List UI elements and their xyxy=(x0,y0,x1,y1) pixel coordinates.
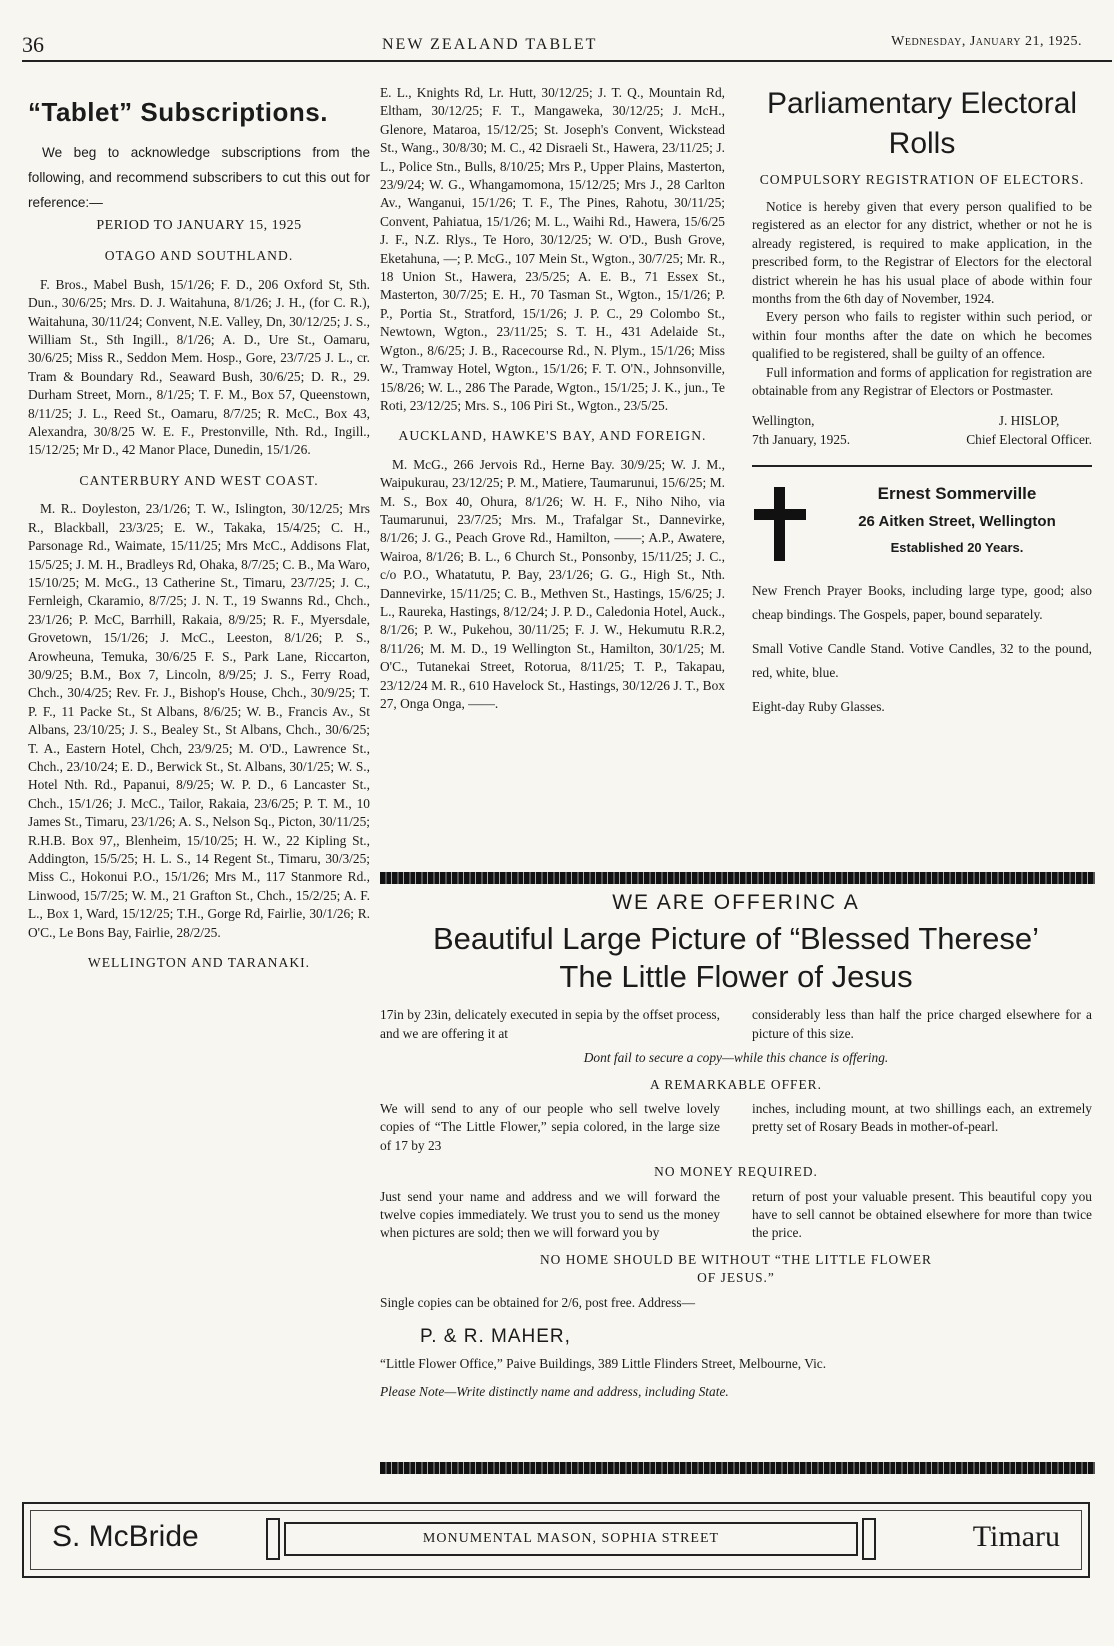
electoral-title: Parliamentary Electoral Rolls xyxy=(766,87,1078,160)
notices-column xyxy=(752,84,1092,729)
section-heading-canterbury: CANTERBURY AND WEST COAST. xyxy=(79,472,319,488)
remarkable-left: We will send to any of our people who sell twelve lovely copies of “The Little Flower,” sepia colored, in the large size of 17 by 23 xyxy=(380,1101,720,1153)
company-address: “Little Flower Office,” Paive Buildings, 389 Little Flinders Street, Melbourne, Vic. xyxy=(380,1355,827,1371)
section-heading-otago: OTAGO AND SOUTHLAND. xyxy=(104,248,294,264)
no-money-right: return of post your valuable present. This beautiful copy you have to sell cannot be obtained elsewhere for more than twice the price. xyxy=(752,1188,1092,1241)
section-heading-wellington: WELLINGTON AND TARANAKI. xyxy=(87,955,311,971)
signature-date: 7th January, 1925. xyxy=(752,431,851,447)
page-header xyxy=(22,30,1112,62)
company-name: P. & R. MAHER, xyxy=(420,1326,571,1348)
sommerville-header xyxy=(752,485,1092,565)
no-home-heading: NO HOME SHOULD BE WITHOUT “THE LITTLE FLOWER OF JESUS.” xyxy=(540,1251,932,1286)
remarkable-right: inches, including mount, at two shillings each, an extremely pretty set of Rosary Beads in mother-of-pearl. xyxy=(752,1101,1092,1135)
ornamental-band-bottom xyxy=(380,1462,1095,1474)
section-heading-auckland: AUCKLAND, HAWKE'S BAY, AND FOREIGN. xyxy=(398,428,707,444)
subscriptions-period: PERIOD TO JANUARY 15, 1925 xyxy=(96,218,302,233)
electoral-paragraph-3: Full information and forms of application for registration are obtainable from any Registrar of Electors or Postmaster. xyxy=(752,364,1092,399)
section-text-otago: F. Bros., Mabel Bush, 15/1/26; F. D., 206 Oxford St, Sth. Dun., 30/6/25; Mrs. D. J. Waitahuna, 8/1/26; J. H., (for C. R.), Waitahuna, 30/11/24; Convent, N.E. Valley, Dn, 30/12/25; J. S., William St., Sth Ingill., 8/1/26; A. D., Ure St., Oamaru, 30/6/25; Miss R., Seddon Mem. Hosp., Gore, 23/7/25 J. L., cr. Tram & Boundary Rd., Seaward Bush, 30/6/25; D. R., 29. Durham Street, Morn., 8/1/25; T. F. M., Box 57, Queenstown, 8/11/25; J. L., Reed St., Oamaru, 8/7/25; R. McC., Box 43, Alexandra, 30/8/25 W. E. F., Prestonville, Nth. Rd., Ingill., 15/12/25; Mr D., 42 Manor Place, Dunedin, 15/1/26. xyxy=(28,276,370,458)
column-divider xyxy=(752,465,1092,467)
subscriptions-intro: We beg to acknowledge subscriptions from the following, and recommend subscribers to cut this out for reference:— xyxy=(28,145,370,210)
offer-desc-left: 17in by 23in, delicately executed in sepia by the offset process, and we are offering it at xyxy=(380,1007,720,1041)
issue-date: Wednesday, January 21, 1925. xyxy=(891,34,1082,49)
no-money-left: Just send your name and address and we will forward the twelve copies immediately. We trust you to send us the money when pictures are sold; then we will forward you by xyxy=(380,1188,720,1241)
sommerville-address: 26 Aitken Street, Wellington xyxy=(858,513,1056,531)
signer-title: Chief Electoral Officer. xyxy=(966,431,1092,447)
offer-italic-line: Dont fail to secure a copy—while this chance is offering. xyxy=(583,1050,889,1066)
sommerville-established: Established 20 Years. xyxy=(890,540,1024,556)
electoral-subtitle: COMPULSORY REGISTRATION OF ELECTORS. xyxy=(759,172,1085,187)
section-text-canterbury: M. R.. Doyleston, 23/1/26; T. W., Islington, 30/12/25; Mrs R., Blackball, 23/3/25; E. W., Takaka, 15/4/25; C. H., Parsonage Rd., Waimate, 15/11/25; Mrs McC., Addisons Flat, 15/5/25; J. M. H., Bradleys Rd, Ohaka, 8/7/25; C. B., Ma Waro, 15/10/25; M. McG., 13 Catherine St., Timaru, 23/7/25; J. C., Fernleigh, Ckaramio, 8/7/25; J. N. T., 19 Swanns Rd., Chch., 23/1/26; P. McC, Barrhill, Rakaia, 8/9/25; R. F., Myersdale, Grovetown, 15/1/26; J. McC., Leeston, 8/1/26; P. S., Arowheuna, Temuka, 30/6/25 F. S., Park Lane, Riccarton, 30/9/25; B.M., Box 7, Lincoln, 8/9/25; J. S., Ferry Road, Chch., 30/4/25; Rev. Fr. J., Bishop's House, Chch., 30/9/25; T. P. F., 11 Packe St., St Albans, 8/6/25; W. B., Francis Av., St Albans, 23/10/25; J. S., Bealey St., St Albans, Chch., 30/6/25; T. A., Eastern Hotel, Chch, 23/9/25; M. O'D., Lawrence St., Chch., 23/10/24; E. D., Berwick St., St. Albans, 30/1/25; W. S., Hotel Nth. Rd., Papanui, 8/9/25; W. P. D., 6 Lancaster St., Chch., 15/1/26; J. McC., Tailor, Rakaia, 23/6/25; P. T. M., 10 James St., Timaru, 23/1/26; A. S., Nelson Sq., Picton, 30/11/25; R.H.B. Box 97,, Blenheim, 15/10/25; H. W., 22 Kipling St., Addington, 15/5/25; H. L. S., 14 Regent St., Timaru, 30/3/25; Miss C., Hokonui P.O., 15/1/26; Mrs M., 117 Stanmore Rd., Linwood, 15/7/25; W. M., 21 Grafton St., Chch., 15/2/25; A. F. L., Box 1, Ward, 15/12/25; T.H., Gorge Rd, Fairlie, 30/1/26; R. O'C., Le Bons Bay, Fairlie, 28/2/25. xyxy=(28,501,370,940)
mcbride-name: S. McBride xyxy=(52,1520,199,1553)
cross-icon xyxy=(774,487,785,561)
mcbride-trade: MONUMENTAL MASON, SOPHIA STREET xyxy=(284,1522,858,1556)
electoral-paragraph-1: Notice is hereby given that every person qualified to be registered as an elector for any district, whether or not he is already registered, is required to make application, in the prescribed form, to the Registrar of Electors for the electoral district wherein he has his usual place of abode within four months from the 6th day of November, 1924. xyxy=(752,199,1092,307)
ornamental-band-top xyxy=(380,872,1095,884)
sommerville-paragraph-1: New French Prayer Books, including large type, good; also cheap bindings. The Gospels, paper, bound separately. xyxy=(752,583,1092,623)
cross-icon-bar xyxy=(754,509,806,520)
subscriptions-title: “Tablet” Subscriptions. xyxy=(28,97,328,127)
sommerville-name: Ernest Sommerville xyxy=(877,484,1037,504)
sommerville-paragraph-2: Small Votive Candle Stand. Votive Candles, 32 to the pound, red, white, blue. xyxy=(752,641,1092,681)
remarkable-text xyxy=(380,1100,1092,1155)
electoral-signature xyxy=(752,412,1092,449)
offer-description xyxy=(380,1006,1092,1043)
no-money-heading: NO MONEY REQUIRED. xyxy=(654,1164,818,1180)
offer-title-line-1: Beautiful Large Picture of “Blessed Therese’ xyxy=(433,921,1039,957)
single-copies-line: Single copies can be obtained for 2/6, post free. Address— xyxy=(380,1294,695,1310)
electoral-paragraph-2: Every person who fails to register within such period, or within four months after the date on which he becomes qualified to be registered, shall be guilty of an offence. xyxy=(752,309,1092,362)
section-text-wellington: E. L., Knights Rd, Lr. Hutt, 30/12/25; J. T. Q., Mountain Rd, Eltham, 30/12/25; F. T., Mangaweka, 30/12/25; J. McH., Glenore, Mataroa, 15/12/25; St. Joseph's Convent, Wickstead St., Wang., 30/8/30; M. C., 42 Disraeli St., Hawera, 23/11/25; J. L., Police Stn., Bulls, 8/10/25; Mrs P., Upper Plains, Masterton, 23/9/24; W. G., Whangamomona, 15/12/25; Mrs J., 28 Carlton Av., Wanganui, 15/1/26; T. F., The Pines, Rahotu, 30/11/25; Convent, Pahiatua, 15/1/26; M. L., Waihi Rd., Hawera, 15/6/25 J. F., N.Z. Rlys., Te Horo, 30/12/25; W. O'D., Bush Grove, Eketahuna, —; P. McG., 107 Mein St., Wgton., 30/7/25; Mr. R., 18 Union St., Hawera, 23/5/25; A. E. B., 71 Essex St., Masterton, 30/7/25; E. H., 70 Tasman St., Wgton., 15/1/26; P. P., Portia St., Stratford, 15/1/26; J. P. C., 29 Colombo St., Newtown, Wgton., 23/11/25; S. T. H., 431 Adelaide St., Wgton., 8/6/25; J. B., Racecourse Rd., N. Plym., 15/1/26; Miss W., Tramway Hotel, Wgton., 15/1/26; F. T. O'N., Johnsonville, 15/8/26; W. L., 286 The Parade, Wgton., 15/1/25; J. K., jun., Te Roti, 23/12/25; Mrs. S., 106 Piri St., Wgton., 23/5/25. xyxy=(380,85,725,413)
offer-heading: WE ARE OFFERINC A xyxy=(612,891,860,914)
mcbride-advertisement xyxy=(22,1502,1090,1578)
offer-desc-right: considerably less than half the price charged elsewhere for a picture of this size. xyxy=(752,1007,1092,1041)
no-money-text xyxy=(380,1188,1092,1243)
mcbride-town: Timaru xyxy=(972,1520,1060,1553)
page-number: 36 xyxy=(22,32,44,57)
sommerville-paragraph-3: Eight-day Ruby Glasses. xyxy=(752,699,885,715)
signature-place: Wellington, xyxy=(752,413,815,429)
little-flower-advertisement xyxy=(380,890,1092,1401)
newspaper-name: NEW ZEALAND TABLET xyxy=(382,36,598,53)
subscriptions-column-2 xyxy=(380,84,725,713)
section-text-auckland: M. McG., 266 Jervois Rd., Herne Bay. 30/9/25; W. J. M., Waipukurau, 23/12/25; P. M., Matiere, Taumarunui, 15/6/25; M. M. S., Box 40, Ohura, 8/1/26; W. H. F., Niho Niho, via Taumarunui, 23/7/25; Mrs. M., Trafalgar St., Dannevirke, 8/1/26; J. G., Peach Grove Rd., Hamilton, ——; A.P., Awatere, Wairoa, 8/1/26; B. L., 6 Church St., Ponsonby, 15/11/25; J. C., c/o P.O., Whatatutu, P. Bay, 23/1/26; G. G., High St., Nth. Dannevirke, 15/11/25; C. B., Methven St., Hastings, 15/6/25; J. L., Raureka, Hastings, 8/12/24; J. P. D., Caledonia Hotel, Auck., 8/1/26; P. W., Pukehou, 30/11/25; F. J. W., Hekumutu R.R.2, 8/11/26; M. M. D., 19 Wellington St., Hamilton, 30/1/25; M. O'C., Tutanekai Street, Rotorua, 8/11/25; T. P., Takapau, 23/12/24 M. R., 610 Havelock St., Hastings, 30/12/26 J. T., Box 27, Onga Onga, ——. xyxy=(380,456,725,711)
remarkable-heading: A REMARKABLE OFFER. xyxy=(650,1076,822,1092)
signer-name: J. HISLOP, xyxy=(998,413,1060,429)
subscriptions-column-1 xyxy=(28,84,370,982)
address-note: Please Note—Write distinctly name and address, including State. xyxy=(380,1383,729,1399)
offer-title-line-2: The Little Flower of Jesus xyxy=(559,959,913,995)
